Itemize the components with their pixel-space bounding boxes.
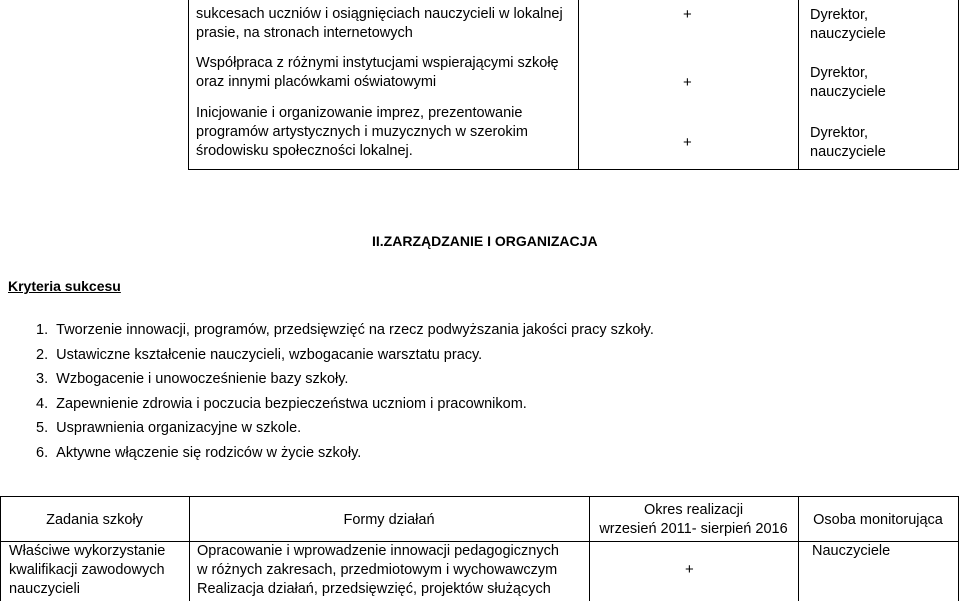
item-number: 6.: [36, 444, 49, 461]
column-header-tasks: Zadania szkoły: [46, 512, 143, 528]
plus-mark: +: [683, 134, 692, 151]
table-border-bottom: [188, 169, 959, 170]
item-number: 5.: [36, 420, 49, 436]
plus-mark: +: [683, 6, 692, 23]
table-row-task: Inicjowanie i organizowanie imprez, prezentowanie programów artystycznych i muzycznych w szerokim środowisku społeczności lokalnej.: [196, 105, 528, 159]
list-item: [36, 343, 936, 368]
table-border-left: [188, 0, 189, 170]
list-item: [36, 441, 936, 466]
table-border-top: [0, 496, 959, 497]
plus-mark: +: [685, 561, 694, 578]
plus-mark: +: [683, 74, 692, 91]
list-item: [36, 416, 936, 441]
item-text: Wzbogacenie i unowocześnienie bazy szkoły.: [56, 371, 349, 387]
column-header-period: Okres realizacji: [643, 502, 744, 518]
column-header-forms: Formy działań: [343, 512, 435, 528]
table-row-form: w różnych zakresach, przedmiotowym i wychowawczym: [197, 562, 558, 578]
item-number: 1.: [36, 322, 49, 338]
table-border-mid: [798, 0, 799, 170]
item-text: Usprawnienia organizacyjne w szkole.: [56, 420, 302, 436]
list-item: [36, 367, 936, 392]
item-text: Ustawiczne kształcenie nauczycieli, wzbogacanie warsztatu pracy.: [56, 346, 483, 363]
table-row-task: Współpraca z różnymi instytucjami wspierającymi szkołę oraz innymi placówkami oświatowymi: [196, 55, 559, 90]
criteria-label: Kryteria sukcesu: [8, 278, 121, 294]
table-row-task: sukcesach uczniów i osiągnięciach nauczycieli w lokalnej prasie, na stronach internetowych: [196, 6, 563, 41]
item-text: Zapewnienie zdrowia i poczucia bezpieczeństwa uczniom i pracownikom.: [56, 395, 527, 412]
responsible-person: Dyrektor, nauczyciele: [810, 65, 886, 100]
responsible-person: Nauczyciele: [812, 543, 891, 559]
item-number: 2.: [36, 346, 49, 363]
table-border-right: [958, 496, 959, 601]
list-item: [36, 392, 936, 417]
item-number: 4.: [36, 395, 49, 412]
table-row-task: Właściwe wykorzystanie kwalifikacji zawodowych nauczycieli: [9, 543, 166, 597]
criteria-list: [36, 318, 936, 465]
responsible-person: Dyrektor, nauczyciele: [810, 125, 886, 160]
item-number: 3.: [36, 371, 49, 387]
column-header-monitor: Osoba monitorująca: [813, 512, 943, 528]
item-text: Tworzenie innowacji, programów, przedsięwzięć na rzecz podwyższania jakości pracy szkoły.: [56, 322, 654, 338]
responsible-person: Dyrektor, nauczyciele: [810, 7, 886, 42]
table-border-mid: [578, 0, 579, 170]
section-title: II.ZARZĄDZANIE I ORGANIZACJA: [372, 233, 598, 249]
table-border-right: [958, 0, 959, 170]
column-header-period-dates: wrzesień 2011- sierpień 2016: [599, 521, 788, 537]
list-item: [36, 318, 936, 343]
table-row-form: Opracowanie i wprowadzenie innowacji pedagogicznych: [197, 543, 559, 559]
table-row-form: Realizacja działań, przedsięwzięć, projektów służących: [197, 581, 551, 597]
item-text: Aktywne włączenie się rodziców w życie szkoły.: [56, 444, 362, 461]
